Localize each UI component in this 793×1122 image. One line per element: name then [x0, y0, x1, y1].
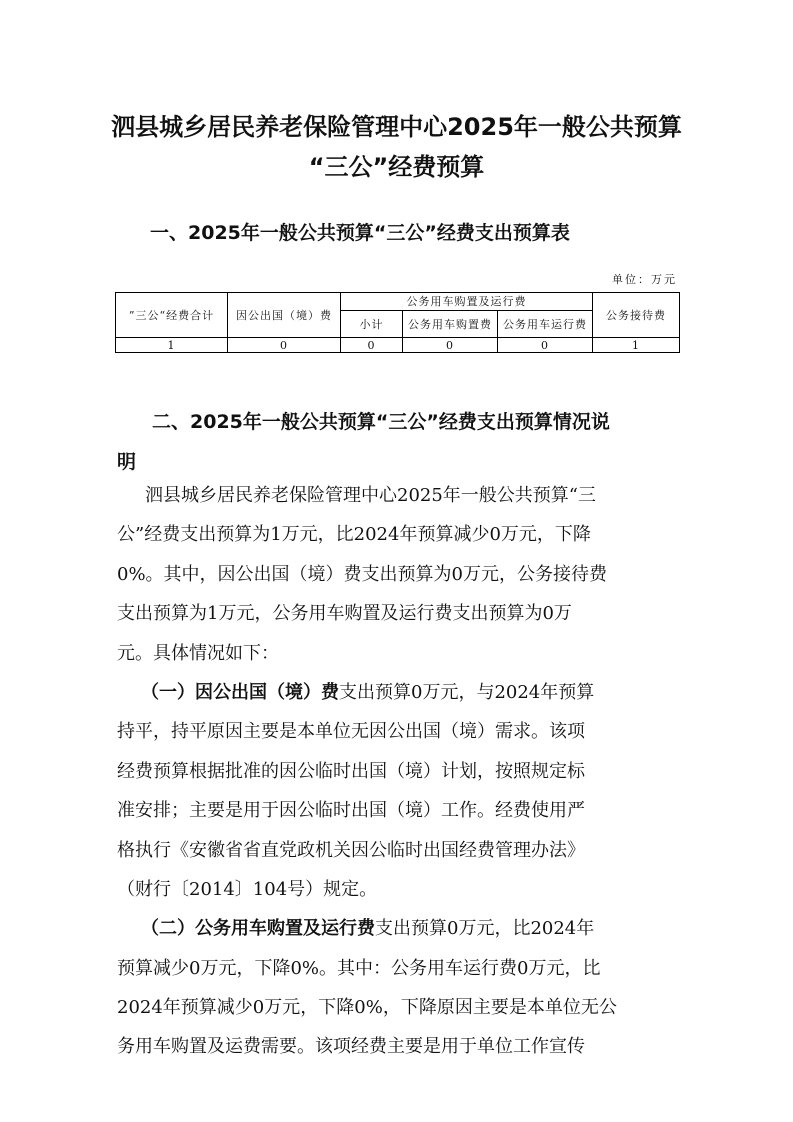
paragraph-line: （财行〔2014〕104号）规定。 — [117, 878, 378, 900]
header-vehicle-purchase: 公务用车购置费 — [403, 311, 498, 338]
paragraph-line: 持平，持平原因主要是本单位无因公出国（境）需求。该项 — [117, 721, 585, 743]
item2-first-line — [117, 909, 677, 948]
section1-heading: 一、2025年一般公共预算“三公”经费支出预算表 — [150, 222, 570, 244]
cell-reception: 1 — [593, 338, 680, 353]
section2-heading-line1: 二、2025年一般公共预算“三公”经费支出预算情况说 — [152, 411, 610, 433]
header-total: ”三公“经费合计 — [116, 293, 228, 338]
item1-first-line — [117, 673, 677, 712]
cell-abroad: 0 — [228, 338, 341, 353]
cell-vehicle-purchase: 0 — [403, 338, 498, 353]
document-title-line2: “三公”经费预算 — [308, 153, 485, 181]
paragraph-line: 务用车购置及运费需要。该项经费主要是用于单位工作宣传 — [117, 1036, 585, 1058]
cell-total: 1 — [116, 338, 228, 353]
header-vehicle-operation: 公务用车运行费 — [498, 311, 593, 338]
paragraph-line: 公”经费支出预算为1万元，比2024年预算减少0万元，下降 — [117, 524, 591, 546]
budget-table — [115, 292, 680, 353]
paragraph-line: 准安排；主要是用于因公临时出国（境）工作。经费使用严 — [117, 800, 585, 822]
paragraph-line: 泗县城乡居民养老保险管理中心2025年一般公共预算“三 — [145, 485, 597, 506]
document-title-line1: 泗县城乡居民养老保险管理中心2025年一般公共预算 — [111, 113, 682, 141]
table-header-row — [116, 293, 680, 311]
item1-label: （一）因公出国（境）费 — [141, 681, 339, 703]
section2-heading — [117, 402, 677, 482]
header-reception: 公务接待费 — [593, 293, 680, 338]
header-subtotal: 小计 — [341, 311, 403, 338]
item2-first-line-rest: 支出预算0万元，比2024年 — [375, 918, 595, 940]
paragraph-line: 元。具体情况如下： — [117, 642, 279, 664]
table-row — [116, 338, 680, 353]
paragraph-line: 0%。其中，因公出国（境）费支出预算为0万元，公务接待费 — [117, 563, 608, 585]
unit-label: 单位：万元 — [612, 273, 677, 286]
item1-first-line-rest: 支出预算0万元，与2024年预算 — [339, 681, 595, 703]
paragraph-line: 2024年预算减少0万元，下降0%，下降原因主要是本单位无公 — [117, 997, 617, 1019]
paragraph-line: 支出预算为1万元，公务用车购置及运行费支出预算为0万 — [117, 603, 572, 625]
cell-vehicle-operation: 0 — [498, 338, 593, 353]
paragraph-line: 预算减少0万元，下降0%。其中：公务用车运行费0万元，比 — [117, 957, 601, 979]
item2-label: （二）公务用车购置及运行费 — [141, 918, 375, 940]
section2-body — [117, 476, 677, 1067]
paragraph-line: 经费预算根据批准的因公临时出国（境）计划，按照规定标 — [117, 760, 585, 782]
paragraph-line: 格执行《安徽省省直党政机关因公临时出国经费管理办法》 — [117, 839, 585, 861]
section2-heading-line2: 明 — [117, 451, 137, 473]
header-abroad: 因公出国（境）费 — [228, 293, 341, 338]
cell-subtotal: 0 — [341, 338, 403, 353]
header-vehicle-group: 公务用车购置及运行费 — [341, 293, 593, 311]
